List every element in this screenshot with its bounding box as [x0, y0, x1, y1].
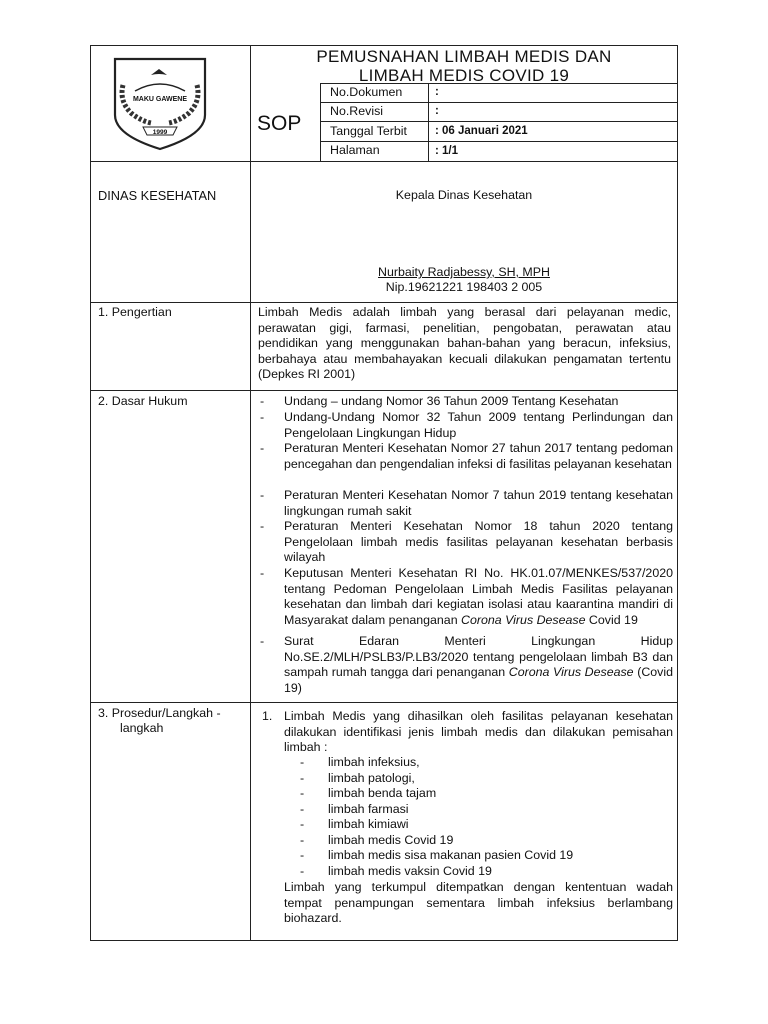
- prosedur-intro: Limbah Medis yang dihasilkan oleh fasilitas pelayanan kesehatan dilakukan identifikasi jenis limbah medis dan dilakukan pemisahan limbah :: [284, 709, 673, 754]
- prosedur-closing: Limbah yang terkumpul ditempatkan dengan kententuan wadah tempat penampungan sementara limbah infeksius berlambang biohazard.: [284, 880, 673, 925]
- limbah-type: - limbah medis vaksin Covid 19: [300, 864, 573, 880]
- prosedur-number: 1.: [262, 709, 273, 723]
- limbah-type: - limbah benda tajam: [300, 786, 573, 802]
- kepala-nip: Nip.19621221 198403 2 005: [385, 280, 543, 294]
- dasar-item-7: Surat Edaran Menteri Lingkungan Hidup No.SE.2/MLH/PSLB3/P.LB3/2020 tentang pengelolaan limbah B3 dan sampah rumah tangga dari penanganan Corona Virus Desease (Covid 19): [284, 634, 674, 695]
- limbah-type: - limbah patologi,: [300, 771, 573, 787]
- meta-label-revisi: No.Revisi: [330, 104, 384, 118]
- dasar-item-6: Keputusan Menteri Kesehatan RI No. HK.01.07/MENKES/537/2020 tentang Pedoman Pengelolaan Limbah Medis Fasilitas pelayanan kesehatan dan limbah dari kegiatan isolasi atau kaarantina mandiri di Masyarakat dalam penanganan Corona Virus Desease Covid 19: [284, 566, 673, 627]
- svg-text:MAKU GAWENE: MAKU GAWENE: [132, 96, 188, 103]
- limbah-type: - limbah medis Covid 19: [300, 833, 573, 849]
- sop-document: MAKU GAWENE 1999 PEMUSNAHAN LIMBAH MEDIS DAN LIMBAH MEDIS COVID 19 SOP No.Dokumen : No.Revisi : Tanggal Terbit : 06 Januari 2021 Halaman : 1/1 DINAS KESEHATAN Kepala Dinas Kesehatan Nurbaity Radjabessy, SH, MPH Nip.19621221 198403 2 005 1. Pengertian Limbah Medis adalah limbah yang berasal dari pelayanan medic, perawatan gigi, farmasi, penelitian, pengobatan, perawatan atau pendidikan yang menggunakan bahan-bahan yang beracun, infeksius, berbahaya atau membahayakan kecuali dilakukan pengamatan tertentu (Depkes RI 2001) 2. Dasar Hukum - Undang – undang Nomor 36 Tahun 2009 Tentang Kesehatan - Undang-Undang Nomor 32 Tahun 2009 tentang Perlindungan dan Pengelolaan Lingkungan Hidup - Peraturan Menteri Kesehatan Nomor 27 tahun 2017 tentang pedoman pencegahan dan pengendalian infeksi di fasilitas pelayanan kesehatan - Peraturan Menteri Kesehatan Nomor 7 tahun 2019 tentang kesehatan lingkungan rumah sakit - Peraturan Menteri Kesehatan Nomor 18 tahun 2020 tentang Pengelolaan limbah medis fasilitas pelayanan kesehatan berbasis wilayah - Keputusan Menteri Kesehatan RI No. HK.01.07/MENKES/537/2020 tentang Pedoman Pengelolaan Limbah Medis Fasilitas pelayanan kesehatan dan limbah dari kegiatan isolasi atau kaarantina mandiri di Masyarakat dalam penanganan Corona Virus Desease Covid 19 - Surat Edaran Menteri Lingkungan Hidup No.SE.2/MLH/PSLB3/P.LB3/2020 tentang pengelolaan limbah B3 dan sampah rumah tangga dari penanganan Corona Virus Desease (Covid 19) 3. Prosedur/Langkah - langkah 1. Limbah Medis yang dihasilkan oleh fasilitas pelayanan kesehatan dilakukan identifikasi jenis limbah medis dan dilakukan pemisahan limbah : - limbah infeksius, - limbah patologi, - limbah benda tajam - limbah farmasi - limbah kimiawi - limbah medis Covid 19 - limbah medis sisa makanan pasien Covid 19 - limbah medis vaksin Covid 19 Limbah yang terkumpul ditempatkan dengan kententuan wadah tempat penampungan sementara limbah infeksius berlambang biohazard.: [0, 0, 768, 1024]
- limbah-type: - limbah infeksius,: [300, 755, 573, 771]
- sop-label: SOP: [257, 112, 302, 135]
- limbah-type: - limbah kimiawi: [300, 817, 573, 833]
- kepala-name: Nurbaity Radjabessy, SH, MPH: [378, 265, 550, 279]
- dasar-item-2: Undang-Undang Nomor 32 Tahun 2009 tentang Perlindungan dan Pengelolaan Lingkungan Hidup: [284, 410, 673, 440]
- section-prosedur-label-1: 3. Prosedur/Langkah -: [98, 706, 221, 720]
- dinas-label: DINAS KESEHATAN: [98, 188, 217, 203]
- section-prosedur-label-2: langkah: [120, 721, 164, 735]
- meta-label-halaman: Halaman: [330, 143, 380, 157]
- meta-label-dokumen: No.Dokumen: [330, 85, 403, 99]
- meta-value-tanggal: : 06 Januari 2021: [435, 125, 528, 137]
- meta-value-halaman: : 1/1: [435, 145, 459, 157]
- section-pengertian-label: 1. Pengertian: [98, 305, 172, 319]
- limbah-type: - limbah medis sisa makanan pasien Covid 19: [300, 848, 573, 864]
- limbah-type: - limbah farmasi: [300, 802, 573, 818]
- document-title-line1: PEMUSNAHAN LIMBAH MEDIS DAN: [316, 47, 612, 66]
- section-dasar-label: 2. Dasar Hukum: [98, 394, 188, 408]
- document-title-line2: LIMBAH MEDIS COVID 19: [358, 66, 570, 85]
- dasar-item-4: Peraturan Menteri Kesehatan Nomor 7 tahun 2019 tentang kesehatan lingkungan rumah sakit: [284, 488, 673, 518]
- meta-value-dokumen: :: [435, 86, 439, 98]
- dasar-item-5: Peraturan Menteri Kesehatan Nomor 18 tahun 2020 tentang Pengelolaan limbah medis fasilitas pelayanan kesehatan berbasis wilayah: [284, 519, 673, 564]
- pengertian-text: Limbah Medis adalah limbah yang berasal dari pelayanan medic, perawatan gigi, farmasi, penelitian, pengobatan, perawatan atau pendidikan yang menggunakan bahan-bahan yang beracun, infeksius, berbahaya atau membahayakan kecuali dilakukan pengamatan tertentu (Depkes RI 2001): [258, 305, 671, 381]
- maku-gawene-logo: [101, 53, 219, 153]
- limbah-type-list: [300, 755, 573, 879]
- dasar-item-3: Peraturan Menteri Kesehatan Nomor 27 tahun 2017 tentang pedoman pencegahan dan pengendalian infeksi di fasilitas pelayanan kesehatan: [284, 441, 673, 471]
- kepala-role: Kepala Dinas Kesehatan: [395, 188, 533, 202]
- svg-text:1999: 1999: [152, 129, 168, 136]
- dasar-item-1: Undang – undang Nomor 36 Tahun 2009 Tentang Kesehatan: [284, 394, 619, 408]
- meta-value-revisi: :: [435, 105, 439, 117]
- meta-label-tanggal: Tanggal Terbit: [330, 124, 407, 138]
